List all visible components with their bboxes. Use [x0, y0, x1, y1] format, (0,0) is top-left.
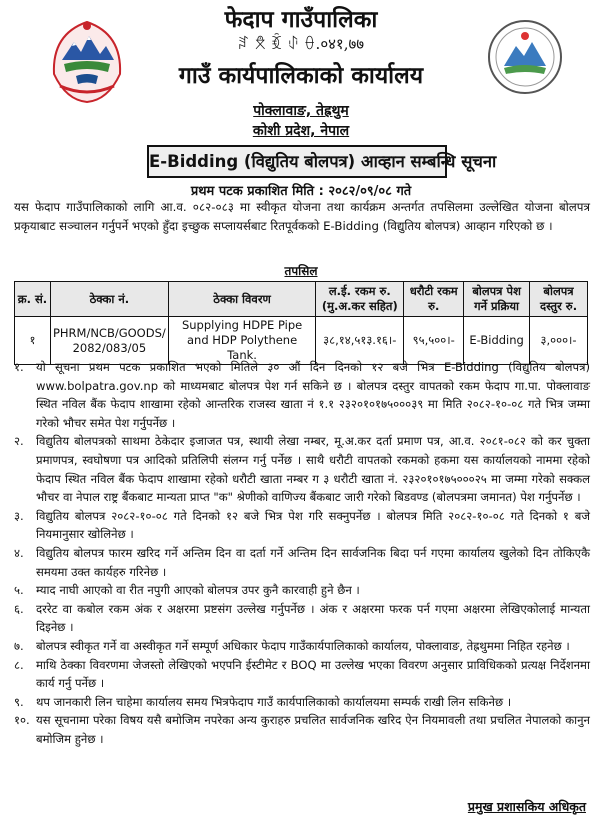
publish-date: प्रथम पटक प्रकाशित मिति : २०८२/०९/०८ गते	[190, 184, 412, 199]
item-text: विद्युतिय बोलपत्र २०८२-१०-०८ गते दिनको १२ बजे भित्र पेश गरि सक्नुपर्नेछ । बोलपत्र मिति २०८२-१०-०८ गते दिनको १ बजे नियमानुसार खोलिनेछ ।	[36, 508, 590, 542]
list-item	[14, 637, 590, 656]
cell-process: E-Bidding	[464, 317, 530, 365]
tender-table	[14, 281, 588, 365]
item-number: ६.	[14, 601, 24, 616]
item-number: ५.	[14, 583, 24, 598]
office-title: गाउँ कार्यपालिकाको कार्यालय	[178, 63, 424, 89]
list-item	[14, 358, 590, 432]
table-header-row	[15, 282, 588, 317]
list-item	[14, 711, 590, 748]
item-text: थप जानकारी लिन चाहेमा कार्यालय समय भित्रफेदाप गाउँ कार्यपालिकाको कार्यालयमा सम्पर्क राखी लिन सकिनेछ ।	[36, 694, 512, 709]
cell-fee: ३,०००।-	[530, 317, 588, 365]
list-item	[14, 656, 590, 693]
terms-list	[14, 358, 590, 748]
list-item	[14, 693, 590, 712]
item-text: यो सूचना प्रथम पटक प्रकाशित भएको मितिले ३० औं दिन दिनको १२ बजे भित्र E-Bidding (विद्युतिय बोलपत्र) www.bolpatra.gov.np को माध्यमबाट बोलपत्र पेश गर्न सकिने छ । बोलपत्र दस्तुर वापतको रकम फेदाप गा.पा. पोक्लावाङ स्थित नविल बैंक फेदाप शाखामा रहेको आन्तरिक राजस्व खाता नं १.१ २३२०१०१७५०००३९ मा मिति २०८२-१०-०८ गते भित्र जम्मा गरेको भौचर समेत पेश गर्नुपर्नेछ ।	[36, 360, 590, 430]
list-item	[14, 507, 590, 544]
col-header-process: बोलपत्र पेश गर्ने प्रक्रिया	[464, 282, 530, 317]
list-item	[14, 544, 590, 581]
cell-deposit: ९५,५००।-	[404, 317, 464, 365]
description-line-1: Supplying HDPE Pipe	[181, 318, 303, 332]
notice-title: E-Bidding (विद्युतिय बोलपत्र) आव्हान सम्बन्धि सूचना	[147, 145, 447, 178]
list-item	[14, 600, 590, 637]
letterhead	[0, 0, 602, 142]
table-label: तपसिल	[284, 264, 318, 278]
address-line-2: कोशी प्रदेश, नेपाल	[252, 123, 350, 139]
contract-no-line-2: 2082/083/05	[72, 340, 147, 355]
item-number: १.	[14, 360, 24, 374]
contract-no-line-1: PHRM/NCB/GOODS/	[52, 325, 166, 340]
item-number: ३.	[14, 508, 24, 523]
item-number: ९.	[14, 694, 24, 709]
col-header-description: ठेक्का विवरण	[168, 282, 315, 317]
item-text: दररेट वा कबोल रकम अंक र अक्षरमा प्रष्टसंग उल्लेख गर्नुपर्नेछ । अंक र अक्षरमा फरक पर्न गएमा अक्षरमा लेखिएकोलाई मान्यता दिइनेछ ।	[36, 601, 590, 635]
item-number: १०.	[14, 713, 30, 728]
municipality-logo-icon	[486, 16, 564, 98]
item-number: ७.	[14, 638, 24, 653]
item-text: यस सूचनामा परेका विषय यसै बमोजिम नपरेका अन्य कुराहरु प्रचलित सार्वजनिक खरिद ऐन नियमावली तथा प्रचलित नेपालको कानुन बमोजिम हुनेछ ।	[36, 713, 590, 746]
cell-sn: १	[15, 317, 51, 365]
item-text: बोलपत्र स्वीकृत गर्ने वा अस्वीकृत गर्ने सम्पूर्ण अधिकार फेदाप गाउँकार्यपालिकाको कार्यालय, पोक्लावाङ, तेह्रथुममा निहित रहनेछ ।	[36, 638, 570, 653]
item-text: विद्युतिय बोलपत्रको साथमा ठेकेदार इजाजत पत्र, स्थायी लेखा नम्बर, मू.अ.कर दर्ता प्रमाण पत्र, आ.व. २०८१-०८२ को कर चुक्ता प्रमाणपत्र, स्वघोषणा पत्र आदिको प्रतिलिपी संलग्न गर्नु पर्नेछ । साथै धरौटी वापतको रकमको हकमा यस कार्यालयको नाममा रहेको फेदाप स्थित नविल बैंक फेदाप शाखामा रहेको धरौटी खाता नम्बर ग ३ धरौटी खाता नं. २३२०१०१७५०००२५ मा जम्मा गरेको सक्कल भौचर वा नेपाल राष्ट्र बैंकबाट मान्यता प्राप्त "क" श्रेणीको वाणिज्य बैंकबाट जारी गरेको बिडवण्ड (बोलपत्रमा जमानत) पेश गर्नुपर्नेछ ।	[36, 434, 590, 505]
intro-paragraph: यस फेदाप गाउँपालिकाको लागि आ.व. ०८२-०८३ मा स्वीकृत योजना तथा कार्यक्रम अन्तर्गत तपसिलमा उल्लेखित योजना बोलपत्र प्रकृयाबाट सञ्चालन गर्नुपर्ने भएको हुँदा इच्छुक सप्लायर्सबाट रितपूर्वकको E-Bidding (विद्युतिय बोलपत्र) आव्हान गरिएको छ ।	[14, 200, 590, 233]
col-header-deposit: धरौटी रकम रु.	[404, 282, 464, 317]
col-header-contract-no: ठेक्का नं.	[50, 282, 168, 317]
description-line-2: and HDP Polythene Tank.	[186, 333, 298, 362]
item-number: २.	[14, 434, 24, 449]
list-item	[14, 432, 590, 506]
cell-estimate: ३८,१४,५१३.१६।-	[316, 317, 404, 365]
item-number: ८.	[14, 657, 24, 672]
office-code: ꆐ ꉦ ꃵ ꂑ ꂷ.०४१,७७	[237, 35, 365, 53]
item-text: माथि ठेक्का विवरणमा जेजस्तो लेखिएको भएपनि ईस्टीमेट र BOQ मा उल्लेख भएका विवरण अनुसार प्राविधिकको प्रत्यक्ष निर्देशनमा कार्य गर्नु पर्नेछ ।	[36, 657, 590, 691]
list-item	[14, 581, 590, 600]
item-number: ४.	[14, 545, 24, 560]
office-name: फेदाप गाउँपालिका	[224, 7, 378, 33]
item-text: म्याद नाघी आएको वा रीत नपुगी आएको बोलपत्र उपर कुनै कारवाही हुने छैन ।	[36, 583, 360, 598]
col-header-estimate: ल.ई. रकम रु. (मु.अ.कर सहित)	[316, 282, 404, 317]
col-header-sn: क्र. सं.	[15, 282, 51, 317]
col-header-fee: बोलपत्र दस्तुर रु.	[530, 282, 588, 317]
signatory-title: प्रमुख प्रशासकिय अधिकृत	[467, 799, 586, 814]
address-line-1: पोक्लावाङ, तेह्रथुम	[253, 103, 349, 119]
item-text: विद्युतिय बोलपत्र फारम खरिद गर्ने अन्तिम दिन वा दर्ता गर्ने अन्तिम दिन सार्वजनिक बिदा पर्न गएमा कार्यालय खुलेको दिन तोकिएकै समयमा उक्त कार्यहरु गरिनेछ ।	[36, 545, 590, 579]
